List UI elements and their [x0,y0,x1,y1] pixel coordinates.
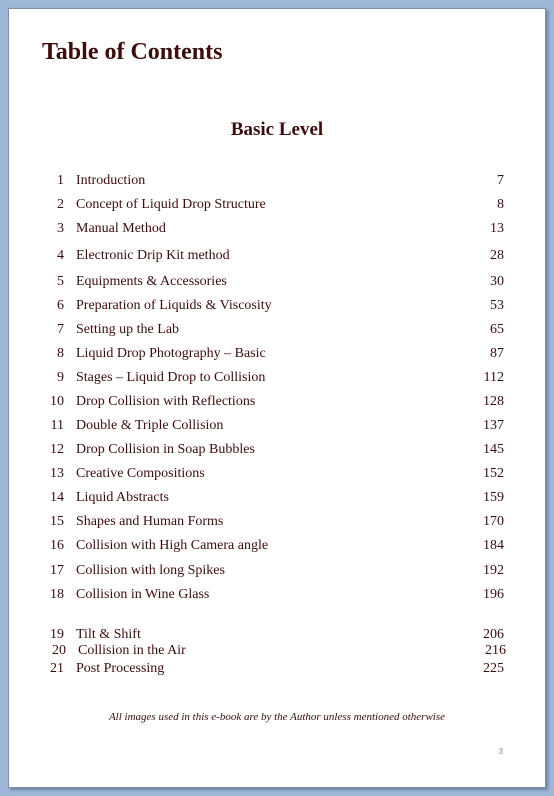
toc-entry-number: 15 [50,514,64,529]
toc-entry-page: 216 [485,643,506,658]
toc-entry-number: 20 [52,643,66,658]
toc-entry[interactable] [39,246,504,266]
toc-entry-page: 152 [483,466,504,481]
toc-entry-title: Preparation of Liquids & Viscosity [76,298,272,313]
toc-entry-page: 192 [483,563,504,578]
toc-entry[interactable] [39,536,504,556]
toc-entry-page: 128 [483,394,504,409]
toc-entry-number: 19 [50,627,64,642]
document-page [8,8,546,788]
toc-entry[interactable] [39,272,504,292]
toc-entry-page: 184 [483,538,504,553]
toc-entry-page: 13 [490,221,504,236]
toc-entry[interactable] [39,368,504,388]
toc-entry[interactable] [39,416,504,436]
toc-entry-number: 1 [57,173,64,188]
toc-entry-number: 4 [57,248,64,263]
toc-entry[interactable] [39,219,504,239]
toc-entry[interactable] [39,296,504,316]
toc-entry-number: 13 [50,466,64,481]
toc-entry-page: 196 [483,587,504,602]
footer-note: All images used in this e-book are by the Author unless mentioned otherwise [108,711,446,723]
page-title: Table of Contents [42,39,223,65]
toc-entry-page: 7 [497,173,504,188]
toc-entry-title: Concept of Liquid Drop Structure [76,197,266,212]
toc-entry-number: 9 [57,370,64,385]
toc-entry-page: 206 [483,627,504,642]
toc-entry-title: Electronic Drip Kit method [76,248,230,263]
toc-entry-title: Stages – Liquid Drop to Collision [76,370,266,385]
toc-entry[interactable] [39,195,504,215]
toc-entry-title: Collision with High Camera angle [76,538,269,553]
toc-entry[interactable] [39,659,504,679]
toc-entry-title: Setting up the Lab [76,322,180,337]
toc-entry-title: Drop Collision in Soap Bubbles [76,442,255,457]
toc-entry-page: 112 [483,370,504,385]
toc-entry-number: 2 [57,197,64,212]
toc-entry-number: 7 [57,322,64,337]
toc-entry-title: Collision in the Air [78,643,186,658]
toc-entry[interactable] [39,344,504,364]
toc-entry-title: Creative Compositions [76,466,205,481]
toc-entry-title: Post Processing [76,661,165,676]
toc-entry[interactable] [39,320,504,340]
toc-entry[interactable] [39,561,504,581]
toc-entry-page: 170 [483,514,504,529]
toc-entry-number: 12 [50,442,64,457]
toc-entry-number: 11 [50,418,64,433]
toc-entry[interactable] [39,392,504,412]
toc-entry-number: 8 [57,346,64,361]
toc-entry-page: 28 [490,248,504,263]
toc-entry-number: 14 [50,490,64,505]
toc-entry[interactable] [41,641,506,661]
toc-entry[interactable] [39,488,504,508]
toc-entry-page: 30 [490,274,504,289]
toc-entry-title: Liquid Abstracts [76,490,169,505]
toc-entry-title: Collision with long Spikes [76,563,225,578]
toc-entry-number: 5 [57,274,64,289]
toc-entry-page: 159 [483,490,504,505]
toc-entry-number: 17 [50,563,64,578]
toc-entry-page: 65 [490,322,504,337]
toc-entry-title: Double & Triple Collision [76,418,224,433]
toc-entry-title: Collision in Wine Glass [76,587,210,602]
toc-entry-number: 6 [57,298,64,313]
toc-entry-title: Manual Method [76,221,166,236]
toc-entry-number: 21 [50,661,64,676]
toc-entry-title: Tilt & Shift [76,627,141,642]
section-heading: Basic Level [230,119,324,140]
toc-entry-page: 8 [497,197,504,212]
toc-entry-number: 3 [57,221,64,236]
toc-entry-title: Introduction [76,173,146,188]
toc-entry-page: 137 [483,418,504,433]
toc-entry-title: Drop Collision with Reflections [76,394,256,409]
toc-entry-number: 18 [50,587,64,602]
toc-entry[interactable] [39,171,504,191]
toc-entry-title: Equipments & Accessories [76,274,227,289]
toc-entry-page: 225 [483,661,504,676]
toc-entry-number: 16 [50,538,64,553]
page-number: 3 [498,747,503,756]
toc-entry-title: Liquid Drop Photography – Basic [76,346,266,361]
toc-entry-page: 87 [490,346,504,361]
toc-entry[interactable] [39,464,504,484]
toc-entry[interactable] [39,585,504,605]
toc-entry[interactable] [39,512,504,532]
toc-entry-title: Shapes and Human Forms [76,514,224,529]
toc-entry[interactable] [39,440,504,460]
toc-entry-number: 10 [50,394,64,409]
toc-entry-page: 53 [490,298,504,313]
toc-entry-page: 145 [483,442,504,457]
